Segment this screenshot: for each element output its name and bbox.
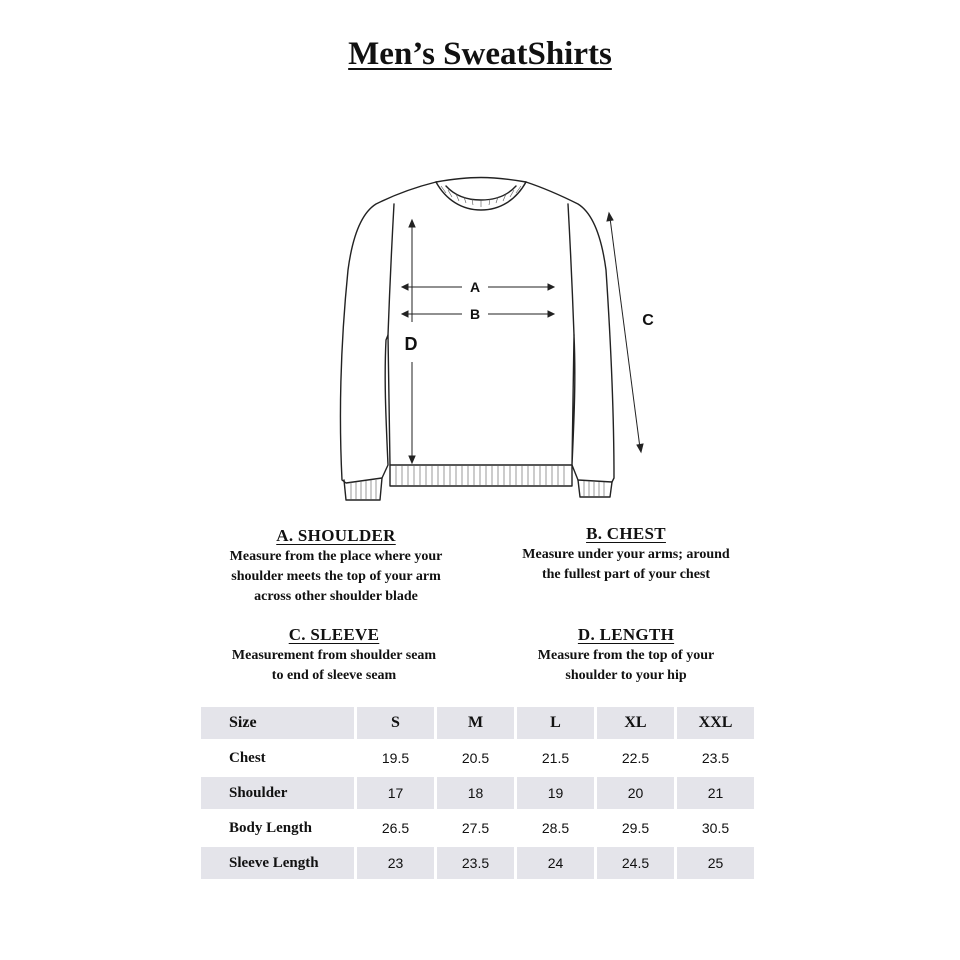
table-cell: 17 [357, 777, 434, 809]
table-cell: 22.5 [621, 750, 650, 766]
shoulder-line-1: Measure from the place where your [229, 549, 443, 564]
table-cell: 27.5 [461, 820, 490, 836]
table-cell: 29.5 [621, 820, 650, 836]
sweatshirt-outline [340, 182, 614, 483]
label-c: C [642, 312, 654, 329]
length-line-2: shoulder to your hip [565, 668, 687, 683]
table-cell: 21.5 [541, 750, 570, 766]
table-header-row [201, 707, 754, 739]
table-cell: 23 [357, 847, 434, 879]
table-cell: 24.5 [597, 847, 674, 879]
sleeve-description [204, 625, 464, 685]
table-cell: 19 [517, 777, 594, 809]
shoulder-description [206, 526, 466, 606]
neck-rib-inner [446, 186, 516, 200]
cuff-right [578, 480, 612, 497]
chest-description [496, 524, 756, 584]
label-b: B [469, 306, 481, 322]
table-cell: 28.5 [541, 820, 570, 836]
table-row [201, 742, 754, 774]
table-row [201, 847, 754, 879]
label-d: D [404, 334, 418, 354]
header-cell: L [517, 707, 594, 739]
length-line-1: Measure from the top of your [537, 648, 715, 663]
table-cell: 19.5 [381, 750, 410, 766]
table-cell: 25 [677, 847, 754, 879]
header-cell: M [437, 707, 514, 739]
table-cell: 20 [597, 777, 674, 809]
hem-band [390, 465, 572, 486]
size-chart-table [198, 704, 757, 882]
shoulder-heading: A. SHOULDER [276, 526, 396, 545]
table-cell: 23.5 [701, 750, 730, 766]
chest-heading: B. CHEST [586, 524, 666, 543]
length-heading: D. LENGTH [577, 625, 675, 644]
table-row [201, 777, 754, 809]
chest-line-2: the fullest part of your chest [541, 567, 711, 582]
row-label: Body Length [229, 819, 312, 836]
header-cell: Size [201, 707, 354, 739]
shoulder-line-3: across other shoulder blade [254, 589, 418, 604]
sleeve-line-2: to end of sleeve seam [271, 668, 397, 683]
table-cell: 24 [517, 847, 594, 879]
table-cell: 30.5 [701, 820, 730, 836]
header-cell: XXL [677, 707, 754, 739]
sleeve-heading: C. SLEEVE [288, 625, 380, 644]
header-cell: S [357, 707, 434, 739]
row-label: Chest [229, 749, 266, 766]
table-cell: 18 [437, 777, 514, 809]
table-cell: 26.5 [381, 820, 410, 836]
page-title: Men’s SweatShirts [348, 36, 612, 72]
table-row [201, 812, 754, 844]
header-cell: XL [597, 707, 674, 739]
label-a: A [469, 279, 481, 295]
row-label: Shoulder [201, 777, 354, 809]
row-label: Sleeve Length [201, 847, 354, 879]
table-cell: 23.5 [437, 847, 514, 879]
sweatshirt-diagram [320, 170, 660, 510]
length-description [496, 625, 756, 685]
table-cell: 20.5 [461, 750, 490, 766]
sleeve-line-1: Measurement from shoulder seam [231, 648, 437, 663]
shoulder-line-2: shoulder meets the top of your arm [231, 569, 441, 584]
table-cell: 21 [677, 777, 754, 809]
chest-line-1: Measure under your arms; around [522, 547, 730, 562]
